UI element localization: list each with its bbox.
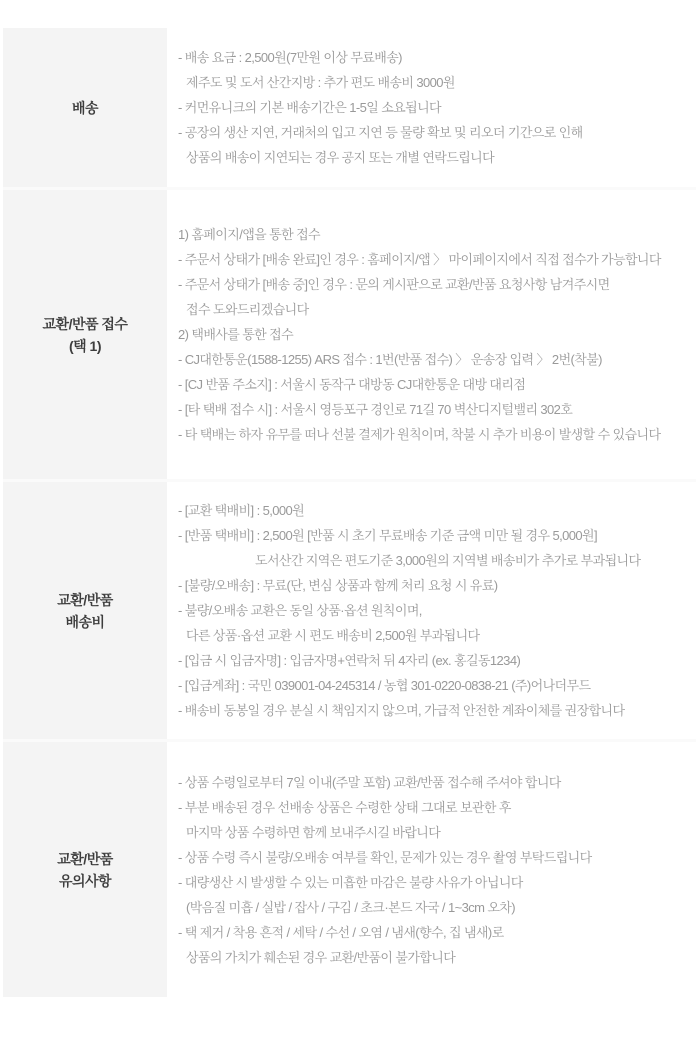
content-line: - 불량/오배송 교환은 동일 상품·옵션 원칙이며, — [178, 603, 422, 618]
row-label-exchange-return-request — [3, 190, 167, 479]
info-row-exchange-return-request — [3, 187, 696, 479]
row-content-exchange-return-notes — [167, 742, 696, 997]
content-line: - 상품 수령일로부터 7일 이내(주말 포함) 교환/반품 접수해 주셔야 합니다 — [178, 774, 561, 790]
content-line: - 커먼유니크의 기본 배송기간은 1-5일 소요됩니다 — [178, 100, 441, 115]
content-line: - [CJ 반품 주소지] : 서울시 동작구 대방동 CJ대한통운 대방 대리점 — [178, 377, 526, 392]
content-line: 2) 택배사를 통한 접수 — [178, 327, 294, 342]
content-line: - 배송비 동봉일 경우 분실 시 책임지지 않으며, 가급적 안전한 계좌이체를 권장합니다 — [178, 703, 625, 718]
content-line: (박음질 미흡 / 실밥 / 잡사 / 구김 / 초크·본드 자국 / 1~3cm 오차) — [186, 899, 515, 915]
row-label-line: 교환/반품 — [57, 591, 113, 608]
content-line: - 공장의 생산 지연, 거래처의 입고 지연 등 물량 확보 및 리오더 기간으로 인해 — [178, 125, 583, 140]
content-line: - [입금계좌] : 국민 039001-04-245314 / 농협 301-0220-0838-21 (주)어나더무드 — [178, 678, 591, 693]
content-line: 상품의 배송이 지연되는 경우 공지 또는 개별 연락드립니다 — [186, 150, 495, 165]
row-label-exchange-return-fee — [3, 482, 167, 739]
content-line: 도서산간 지역은 편도기준 3,000원의 지역별 배송비가 추가로 부과됩니다 — [255, 553, 641, 568]
content-line: - 타 택배는 하자 유무를 떠나 선불 결제가 원칙이며, 착불 시 추가 비용이 발생할 수 있습니다 — [178, 427, 661, 442]
content-line: 상품의 가치가 훼손된 경우 교환/반품이 불가합니다 — [186, 949, 456, 965]
content-line: 마지막 상품 수령하면 함께 보내주시길 바랍니다 — [186, 824, 441, 840]
info-row-shipping — [3, 28, 696, 187]
row-label-shipping — [3, 28, 167, 187]
content-line: - 배송 요금 : 2,500원(7만원 이상 무료배송) — [178, 50, 402, 65]
content-line: - [교환 택배비] : 5,000원 — [178, 503, 305, 518]
row-label-line: 유의사항 — [58, 872, 112, 889]
content-line: - 부분 배송된 경우 선배송 상품은 수령한 상태 그대로 보관한 후 — [178, 799, 511, 815]
row-content-exchange-return-fee — [167, 482, 696, 739]
row-label-exchange-return-notes — [3, 742, 167, 997]
content-line: - 택 제거 / 착용 흔적 / 세탁 / 수선 / 오염 / 냄새(향수, 집 냄새)로 — [178, 924, 504, 940]
row-label-line: 교환/반품 접수 — [42, 315, 128, 332]
content-line: - 대량생산 시 발생할 수 있는 미흡한 마감은 불량 사유가 아닙니다 — [178, 874, 523, 890]
row-label-line: 교환/반품 — [57, 850, 113, 867]
content-line: 접수 도와드리겠습니다 — [186, 302, 309, 317]
content-line: - [타 택배 접수 시] : 서울시 영등포구 경인로 71길 70 벽산디지털밸리 302호 — [178, 402, 573, 417]
row-label-line: (택 1) — [68, 337, 102, 354]
info-row-exchange-return-notes — [3, 739, 696, 997]
row-label-line: 배송비 — [65, 613, 105, 630]
content-line: - [반품 택배비] : 2,500원 [반품 시 초기 무료배송 기준 금액 미만 될 경우 5,000원] — [178, 528, 597, 543]
content-line: - 주문서 상태가 [배송 완료]인 경우 : 홈페이지/앱 〉 마이페이지에서 직접 접수가 가능합니다 — [178, 252, 661, 267]
row-content-exchange-return-request — [167, 190, 696, 479]
content-line: - 상품 수령 즉시 불량/오배송 여부를 확인, 문제가 있는 경우 촬영 부탁드립니다 — [178, 849, 592, 865]
info-row-exchange-return-fee — [3, 479, 696, 739]
content-line: 다른 상품·옵션 교환 시 편도 배송비 2,500원 부과됩니다 — [186, 628, 480, 643]
row-label-line: 배송 — [71, 99, 99, 116]
content-line: - CJ대한통운(1588-1255) ARS 접수 : 1번(반품 접수) 〉 운송장 입력 〉 2번(착불) — [178, 352, 602, 367]
content-line: 1) 홈페이지/앱을 통한 접수 — [178, 227, 320, 242]
shipping-exchange-info-table — [3, 28, 696, 997]
row-content-shipping — [167, 28, 696, 187]
content-line: - 주문서 상태가 [배송 중]인 경우 : 문의 게시판으로 교환/반품 요청사항 남겨주시면 — [178, 277, 610, 292]
content-line: 제주도 및 도서 산간지방 : 추가 편도 배송비 3000원 — [186, 75, 455, 90]
content-line: - [입금 시 입금자명] : 입금자명+연락처 뒤 4자리 (ex. 홍길동1234) — [178, 653, 521, 668]
content-line: - [불량/오배송] : 무료(단, 변심 상품과 함께 처리 요청 시 유료) — [178, 578, 498, 593]
